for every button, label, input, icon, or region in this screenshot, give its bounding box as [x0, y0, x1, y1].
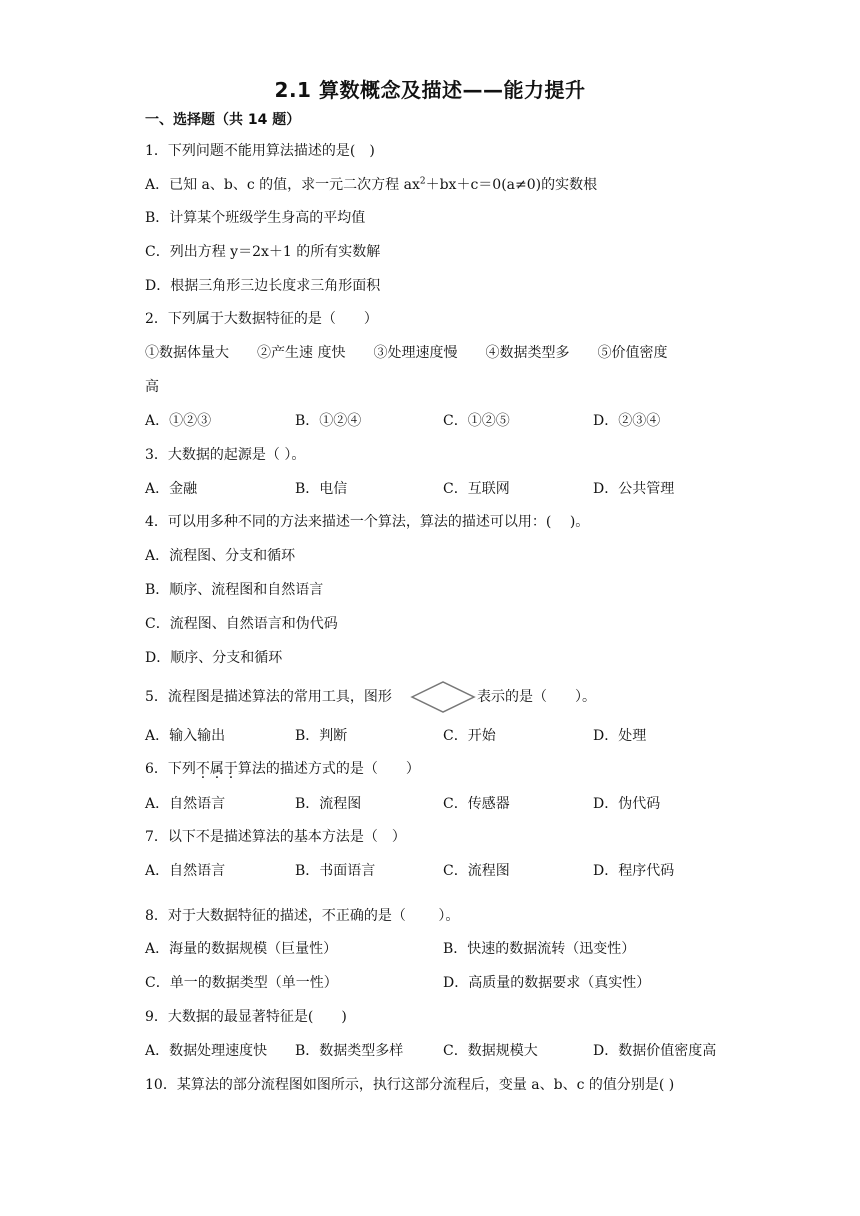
- emphasis-char: 不: [195, 761, 210, 777]
- question-4-option-c[interactable]: C．流程图、自然语言和伪代码: [145, 616, 338, 632]
- question-2-option-c[interactable]: C．①②⑤: [443, 413, 510, 429]
- question-3-option-c[interactable]: C．互联网: [443, 481, 510, 497]
- question-7-option-a[interactable]: A．自然语言: [145, 863, 226, 879]
- page-title: 2.1 算数概念及描述——能力提升: [274, 78, 586, 102]
- question-9-option-b[interactable]: B．数据类型多样: [295, 1043, 404, 1059]
- question-7-option-c[interactable]: C．流程图: [443, 863, 510, 879]
- question-4-option-b[interactable]: B．顺序、流程图和自然语言: [145, 582, 324, 598]
- question-5-option-a[interactable]: A．输入输出: [145, 728, 226, 744]
- question-9-option-d[interactable]: D．数据价值密度高: [593, 1043, 717, 1059]
- question-7-option-b[interactable]: B．书面语言: [295, 863, 376, 879]
- question-3-option-b[interactable]: B．电信: [295, 481, 348, 497]
- question-9-option-c[interactable]: C．数据规模大: [443, 1043, 538, 1059]
- question-5-option-c[interactable]: C．开始: [443, 728, 496, 744]
- question-2-option-b[interactable]: B．①②④: [295, 413, 362, 429]
- question-5-option-b[interactable]: B．判断: [295, 728, 348, 744]
- question-4-option-a[interactable]: A．流程图、分支和循环: [145, 548, 296, 564]
- stem-text-rest: 算法的描述方式的是（ ）: [237, 761, 420, 777]
- question-7-option-d[interactable]: D．程序代码: [593, 863, 675, 879]
- question-2-items-wrap: 高: [145, 379, 159, 395]
- question-4-stem: 4．可以用多种不同的方法来描述一个算法，算法的描述可以用：( )。: [145, 514, 590, 530]
- option-a-text-rest: ＋bx＋c＝0(a≠0)的实数根: [425, 177, 598, 193]
- question-4-option-d[interactable]: D．顺序、分支和循环: [145, 650, 283, 666]
- question-6-option-c[interactable]: C．传感器: [443, 796, 510, 812]
- superscript: 2: [419, 176, 426, 187]
- question-8-option-a[interactable]: A．海量的数据规模（巨量性）: [145, 941, 338, 957]
- question-8-option-b[interactable]: B．快速的数据流转（迅变性）: [443, 941, 636, 957]
- question-1-option-c[interactable]: C．列出方程 y＝2x＋1 的所有实数解: [145, 244, 381, 260]
- question-2-items: ①数据体量大 ②产生速 度快 ③处理速度慢 ④数据类型多 ⑤价值密度: [145, 345, 668, 361]
- question-1-option-d[interactable]: D．根据三角形三边长度求三角形面积: [145, 278, 381, 294]
- question-1-stem: 1．下列问题不能用算法描述的是( ): [145, 143, 375, 159]
- stem-text: 6．下列: [145, 761, 196, 777]
- question-2-option-d[interactable]: D．②③④: [593, 413, 661, 429]
- question-5-option-d[interactable]: D．处理: [593, 728, 647, 744]
- question-1-option-b[interactable]: B．计算某个班级学生身高的平均值: [145, 210, 366, 226]
- diamond-decision-icon: [410, 680, 476, 714]
- question-3-stem: 3．大数据的起源是（ ）。: [145, 447, 306, 463]
- option-a-text: A．已知 a、b、c 的值，求一元二次方程 ax: [145, 177, 420, 193]
- question-2-option-a[interactable]: A．①②③: [145, 413, 212, 429]
- question-7-stem: 7．以下不是描述算法的基本方法是（ ）: [145, 829, 406, 845]
- question-9-option-a[interactable]: A．数据处理速度快: [145, 1043, 268, 1059]
- emphasis-char: 于: [223, 761, 238, 777]
- question-8-option-c[interactable]: C．单一的数据类型（单一性）: [145, 975, 338, 991]
- section-heading: 一、选择题（共 14 题）: [145, 112, 301, 128]
- question-5-stem-end: 表示的是（ ）。: [477, 689, 596, 705]
- emphasis-char: 属: [209, 761, 224, 777]
- question-8-stem: 8．对于大数据特征的描述，不正确的是（ ）。: [145, 908, 460, 924]
- question-5-stem-start: 5．流程图是描述算法的常用工具，图形: [145, 689, 392, 705]
- question-9-stem: 9．大数据的最显著特征是( ): [145, 1009, 347, 1025]
- question-6-option-d[interactable]: D．伪代码: [593, 796, 661, 812]
- question-6-option-a[interactable]: A．自然语言: [145, 796, 226, 812]
- question-1-option-a[interactable]: [145, 175, 597, 195]
- question-6-stem: [145, 759, 420, 779]
- question-2-stem: 2．下列属于大数据特征的是（ ）: [145, 311, 378, 327]
- question-3-option-d[interactable]: D．公共管理: [593, 481, 675, 497]
- question-6-option-b[interactable]: B．流程图: [295, 796, 362, 812]
- question-3-option-a[interactable]: A．金融: [145, 481, 198, 497]
- question-10-stem: 10．某算法的部分流程图如图所示，执行这部分流程后，变量 a、b、c 的值分别是( ): [145, 1077, 675, 1093]
- question-8-option-d[interactable]: D．高质量的数据要求（真实性）: [443, 975, 651, 991]
